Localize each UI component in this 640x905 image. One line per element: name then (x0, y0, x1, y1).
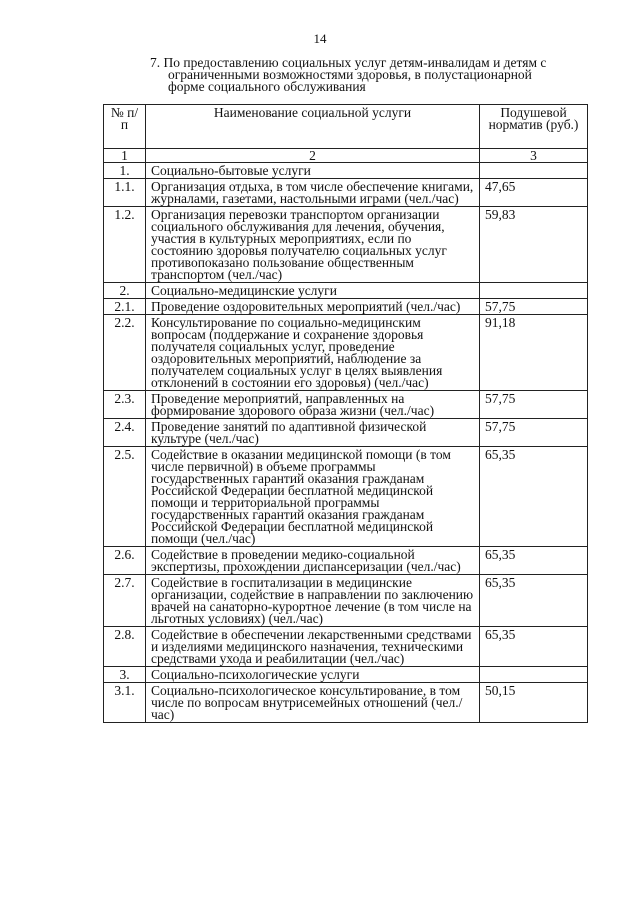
row-number: 2.8. (104, 627, 146, 667)
header-name: Наименование социальной услуги (146, 105, 480, 149)
service-name: Социально-психологическое консультирование, в том числе по вопросам внутрисемейных отношений (чел./час) (146, 683, 480, 723)
table-row (104, 315, 588, 391)
row-number: 2. (104, 283, 146, 299)
service-name: Социально-медицинские услуги (146, 283, 480, 299)
table-header-row (104, 105, 588, 149)
row-number: 2.3. (104, 391, 146, 419)
table-row (104, 447, 588, 547)
table-section-row (104, 163, 588, 179)
service-norm-value: 91,18 (480, 315, 588, 391)
row-number: 2.2. (104, 315, 146, 391)
service-name: Содействие в обеспечении лекарственными средствами и изделиями медицинского назначения, техническими средствами ухода и реабилитации (чел./час) (146, 627, 480, 667)
heading-line-1: 7. По предоставлению социальных услуг детям-инвалидам и детям с (150, 55, 547, 70)
service-norm-value: 50,15 (480, 683, 588, 723)
column-numbers-row (104, 149, 588, 163)
service-norm-value: 57,75 (480, 299, 588, 315)
service-name: Социально-бытовые услуги (146, 163, 480, 179)
row-number: 2.6. (104, 547, 146, 575)
table-row (104, 575, 588, 627)
table-row (104, 207, 588, 283)
service-norm-value: 57,75 (480, 419, 588, 447)
row-number: 3. (104, 667, 146, 683)
row-number: 1.1. (104, 179, 146, 207)
table-row (104, 627, 588, 667)
heading-line-2: ограниченными возможностями здоровья, в полустационарной (168, 67, 532, 82)
service-norm-value: 57,75 (480, 391, 588, 419)
table-row (104, 391, 588, 419)
table-row (104, 419, 588, 447)
heading-line-3: форме социального обслуживания (168, 79, 366, 94)
service-norm-value (480, 283, 588, 299)
service-norm-value: 65,35 (480, 627, 588, 667)
service-norm-value: 65,35 (480, 575, 588, 627)
header-num: № п/п (104, 105, 146, 149)
page-number: 14 (313, 31, 327, 46)
service-norm-value (480, 667, 588, 683)
row-number: 2.5. (104, 447, 146, 547)
service-norm-value: 65,35 (480, 447, 588, 547)
row-number: 1. (104, 163, 146, 179)
section-heading (150, 57, 600, 93)
row-number: 2.4. (104, 419, 146, 447)
row-number: 1.2. (104, 207, 146, 283)
service-name: Организация отдыха, в том числе обеспечение книгами, журналами, газетами, настольными играми (чел./час) (146, 179, 480, 207)
col-number: 2 (146, 149, 480, 163)
table-section-row (104, 283, 588, 299)
table-row (104, 547, 588, 575)
services-table (103, 104, 588, 723)
service-name: Содействие в госпитализации в медицинские организации, содействие в направлении по заключению врачей на санаторно-курортное лечение (в том числе на льготных условиях) (чел./час) (146, 575, 480, 627)
table-row (104, 683, 588, 723)
service-name: Проведение мероприятий, направленных на формирование здорового образа жизни (чел./час) (146, 391, 480, 419)
service-name: Проведение занятий по адаптивной физической культуре (чел./час) (146, 419, 480, 447)
service-name: Содействие в оказании медицинской помощи (в том числе первичной) в объеме программы государственных гарантий оказания гражданам Российской Федерации бесплатной медицинской помощи и территориальной программы государственных гарантий оказания гражданам Российской Федерации бесплатной медицинской помощи (чел./час) (146, 447, 480, 547)
service-name: Организация перевозки транспортом организации социального обслуживания для лечения, обучения, участия в культурных мероприятиях, если по состоянию здоровья получателю социальных услуг противопоказано пользование общественным транспортом (чел./час) (146, 207, 480, 283)
service-norm-value: 47,65 (480, 179, 588, 207)
service-name: Содействие в проведении медико-социальной экспертизы, прохождении диспансеризации (чел./час) (146, 547, 480, 575)
col-number: 3 (480, 149, 588, 163)
table-section-row (104, 667, 588, 683)
service-norm-value: 59,83 (480, 207, 588, 283)
table-row (104, 299, 588, 315)
service-name: Проведение оздоровительных мероприятий (чел./час) (146, 299, 480, 315)
header-norm: Подушевой норматив (руб.) (480, 105, 588, 149)
col-number: 1 (104, 149, 146, 163)
service-norm-value (480, 163, 588, 179)
row-number: 2.1. (104, 299, 146, 315)
service-name: Консультирование по социально-медицинским вопросам (поддержание и сохранение здоровья получателя социальных услуг, проведение оздоровительных мероприятий, наблюдение за получателем социальных услуг в целях выявления отклонений в состоянии его здоровья) (чел./час) (146, 315, 480, 391)
row-number: 3.1. (104, 683, 146, 723)
service-name: Социально-психологические услуги (146, 667, 480, 683)
table-row (104, 179, 588, 207)
row-number: 2.7. (104, 575, 146, 627)
service-norm-value: 65,35 (480, 547, 588, 575)
